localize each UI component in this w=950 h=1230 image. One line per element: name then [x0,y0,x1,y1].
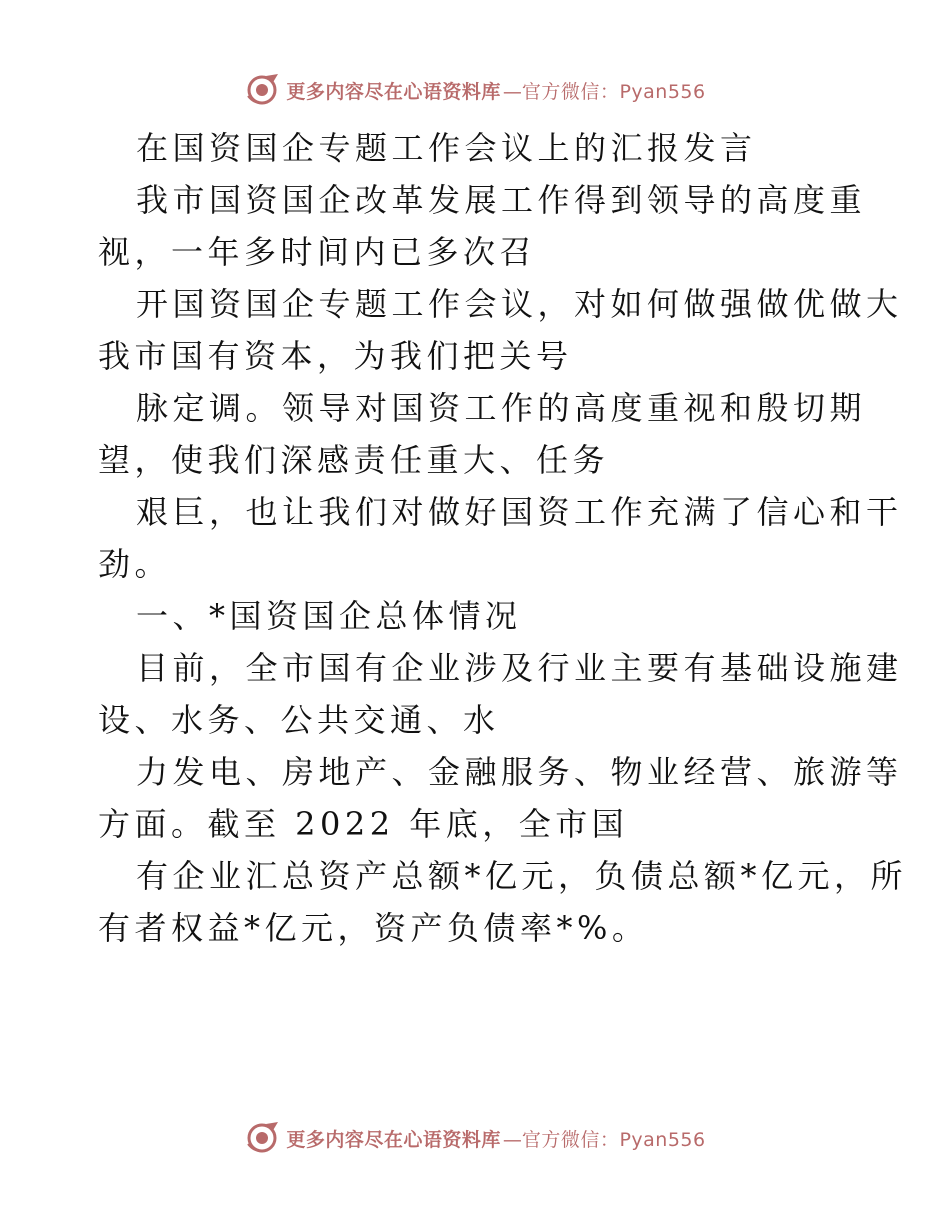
watermark-label: 官方微信： [521,80,620,103]
document-line: 脉定调。领导对国资工作的高度重视和殷切期 [136,389,867,427]
document-line: 我市国资国企改革发展工作得到领导的高度重 [136,181,867,219]
document-line: 艰巨，也让我们对做好国资工作充满了信心和干 [136,493,903,531]
document-line: 力发电、房地产、金融服务、物业经营、旅游等 [136,753,903,791]
document-line: 有者权益*亿元，资产负债率*%。 [98,909,649,947]
document-line: 在国资国企专题工作会议上的汇报发言 [136,129,757,167]
document-line: 我市国有资本，为我们把关号 [98,337,573,375]
document-line: 目前，全市国有企业涉及行业主要有基础设施建 [136,649,903,687]
footer-watermark [0,1118,950,1158]
document-line: 望，使我们深感责任重大、任务 [98,441,610,479]
logo-icon [244,1120,280,1156]
watermark-dash: — [502,80,520,103]
watermark-dash: — [502,1128,520,1151]
watermark-text [286,77,705,104]
watermark-text [286,1125,705,1152]
watermark-label: 官方微信： [521,1128,620,1151]
document-line: 方面。截至 2022 年底，全市国 [98,805,629,843]
document-line: 劲。 [98,545,172,583]
watermark-main: 更多内容尽在心语资料库 [286,1128,501,1151]
document-line: 有企业汇总资产总额*亿元，负债总额*亿元，所 [136,857,908,895]
watermark-main: 更多内容尽在心语资料库 [286,80,501,103]
watermark-id: Pyan556 [619,80,706,103]
logo-icon [244,72,280,108]
document-line: 开国资国企专题工作会议，对如何做强做优做大 [136,285,903,323]
document-line: 视，一年多时间内已多次召 [98,233,537,271]
document-body [98,122,908,954]
header-watermark [0,70,950,110]
document-line: 设、水务、公共交通、水 [98,701,500,739]
watermark-id: Pyan556 [619,1128,706,1151]
document-line: 一、*国资国企总体情况 [136,597,522,635]
